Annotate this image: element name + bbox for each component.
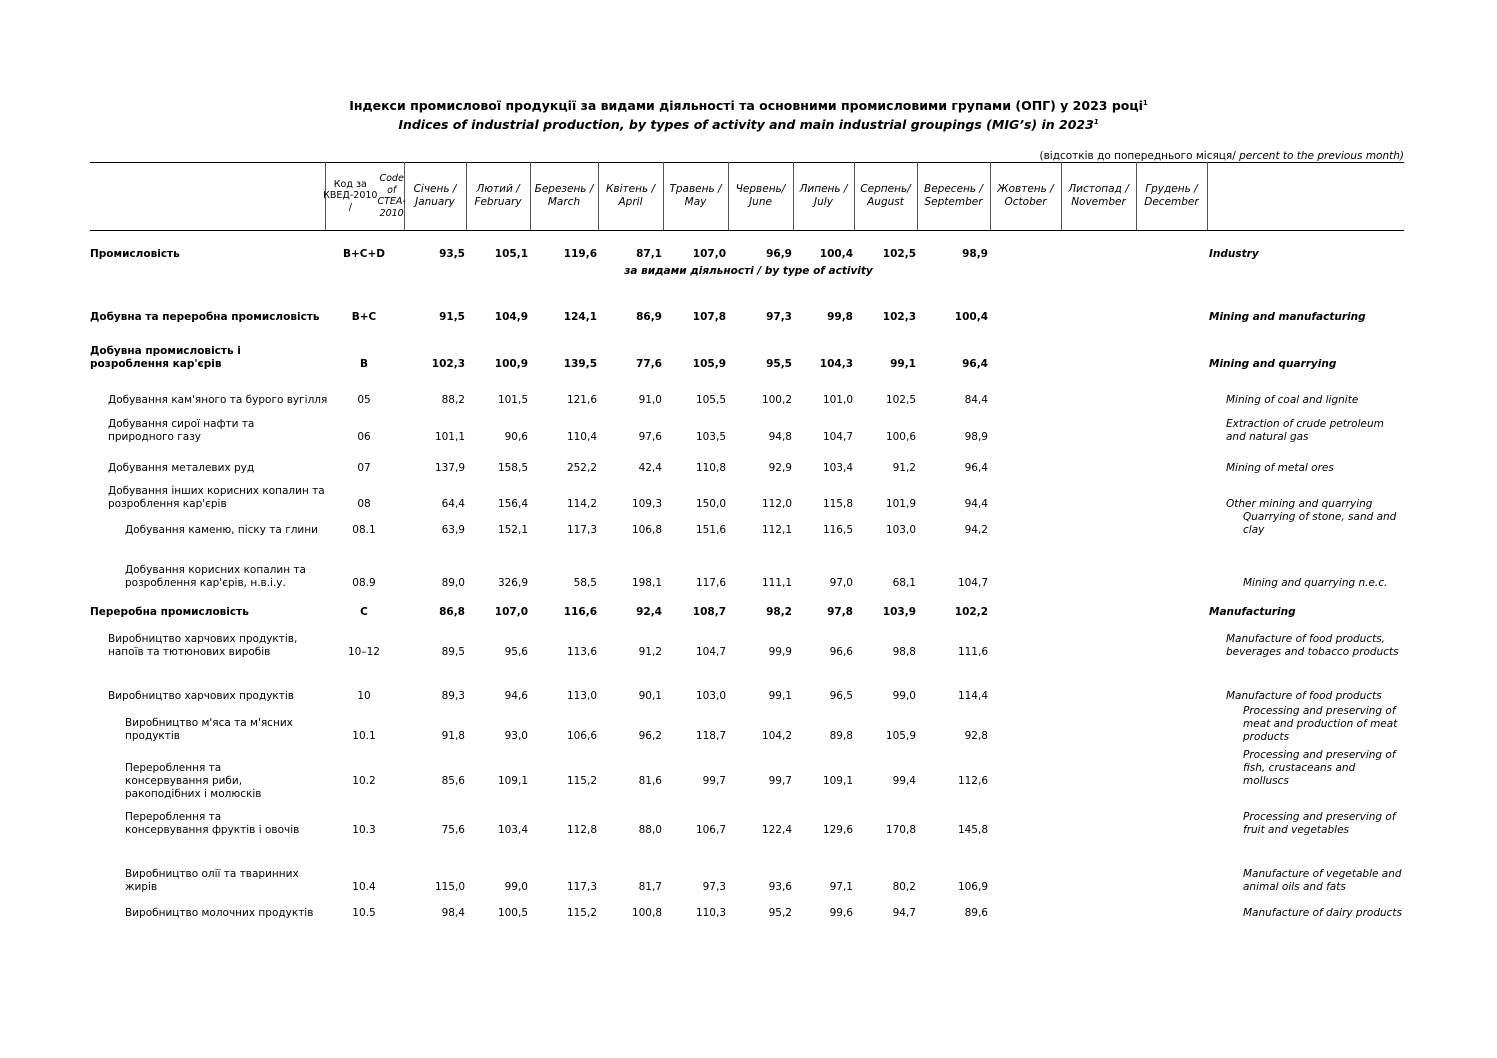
row-value: 115,0 xyxy=(434,881,465,893)
row-value: 115,8 xyxy=(822,498,853,510)
row-label-en: Manufacture of dairy products xyxy=(1243,907,1403,919)
row-code: 10.1 xyxy=(352,730,376,742)
row-value: 112,0 xyxy=(761,498,792,510)
row-value: 112,8 xyxy=(566,824,597,836)
row-value: 111,6 xyxy=(957,646,988,658)
row-value: 117,6 xyxy=(695,577,726,589)
row-value: 81,6 xyxy=(638,775,662,787)
row-value: 91,2 xyxy=(638,646,662,658)
row-value: 115,2 xyxy=(566,775,597,787)
row-value: 102,5 xyxy=(885,394,916,406)
row-label-uk: Добування інших корисних копалин та розроблення кар'єрів xyxy=(108,485,325,510)
header-month: Червень/ June xyxy=(735,183,786,208)
row-value: 91,2 xyxy=(892,462,916,474)
row-value: 139,5 xyxy=(563,358,597,370)
row-value: 107,0 xyxy=(692,248,726,260)
row-label-en: Manufacturing xyxy=(1209,606,1296,618)
row-value: 119,6 xyxy=(563,248,597,260)
row-label-en: Quarrying of stone, sand and clay xyxy=(1243,511,1397,536)
row-value: 99,7 xyxy=(768,775,792,787)
row-code: 10.4 xyxy=(352,881,376,893)
row-label-uk: Добування сирої нафти та природного газу xyxy=(108,418,255,443)
row-code: 10.5 xyxy=(352,907,376,919)
header-code: Код за КВЕД-2010 / Code of CTEA-2010 xyxy=(323,173,406,219)
row-code: 10.3 xyxy=(352,824,376,836)
row-value: 94,7 xyxy=(892,907,916,919)
row-value: 122,4 xyxy=(761,824,792,836)
row-label-en: Mining of coal and lignite xyxy=(1226,394,1359,406)
row-code: B+C xyxy=(351,311,377,323)
row-value: 93,0 xyxy=(504,730,528,742)
page-title-english xyxy=(0,117,1497,132)
row-label-en: Mining and quarrying n.e.c. xyxy=(1243,577,1388,589)
row-code: 08 xyxy=(357,498,371,510)
row-value: 97,3 xyxy=(766,311,792,323)
title-en-text: Indices of industrial production, by types of activity and main industrial groupings (MIG’s) in 2023 xyxy=(398,117,1094,132)
row-value: 89,5 xyxy=(441,646,465,658)
page-title-ukrainian xyxy=(0,98,1497,113)
header-divider xyxy=(728,162,729,230)
row-label-en: Processing and preserving of fish, crustaceans and molluscs xyxy=(1243,749,1396,787)
row-value: 91,8 xyxy=(441,730,465,742)
section-label: за видами діяльності / by type of activity xyxy=(624,265,873,277)
row-value: 94,8 xyxy=(768,431,792,443)
row-value: 95,6 xyxy=(504,646,528,658)
row-label-uk: Добувна промисловість і розроблення кар'єрів xyxy=(90,345,241,370)
row-value: 103,4 xyxy=(822,462,853,474)
header-divider xyxy=(1061,162,1062,230)
row-value: 58,5 xyxy=(573,577,597,589)
row-value: 114,4 xyxy=(957,690,988,702)
row-code: 10.2 xyxy=(352,775,376,787)
row-value: 89,6 xyxy=(964,907,988,919)
row-value: 98,4 xyxy=(441,907,465,919)
row-value: 94,6 xyxy=(504,690,528,702)
row-value: 86,9 xyxy=(636,311,662,323)
row-value: 137,9 xyxy=(434,462,465,474)
row-value: 100,5 xyxy=(497,907,528,919)
row-label-en: Other mining and quarrying xyxy=(1226,498,1373,510)
row-value: 109,1 xyxy=(822,775,853,787)
row-value: 151,6 xyxy=(695,524,726,536)
row-value: 88,2 xyxy=(441,394,465,406)
header-divider xyxy=(466,162,467,230)
row-value: 101,9 xyxy=(885,498,916,510)
header-month: Квітень / April xyxy=(605,183,656,208)
row-value: 106,7 xyxy=(695,824,726,836)
row-value: 99,6 xyxy=(829,907,853,919)
row-value: 106,6 xyxy=(566,730,597,742)
row-value: 100,4 xyxy=(954,311,988,323)
row-value: 99,0 xyxy=(504,881,528,893)
row-label-uk: Виробництво харчових продуктів, напоїв та тютюнових виробів xyxy=(108,633,298,658)
row-label-uk: Виробництво харчових продуктів xyxy=(108,690,294,702)
row-value: 101,5 xyxy=(497,394,528,406)
row-value: 93,5 xyxy=(439,248,465,260)
row-value: 115,2 xyxy=(566,907,597,919)
row-value: 113,0 xyxy=(566,690,597,702)
row-value: 116,6 xyxy=(563,606,597,618)
row-value: 86,8 xyxy=(439,606,465,618)
row-label-en: Mining and manufacturing xyxy=(1209,311,1366,323)
row-value: 99,4 xyxy=(892,775,916,787)
row-code: B xyxy=(359,358,368,370)
row-label-uk: Добувна та переробна промисловість xyxy=(90,311,320,323)
row-label-en: Industry xyxy=(1209,248,1259,260)
row-value: 94,2 xyxy=(964,524,988,536)
header-month: Липень / July xyxy=(799,183,848,208)
row-value: 95,2 xyxy=(768,907,792,919)
row-value: 105,1 xyxy=(494,248,528,260)
row-value: 145,8 xyxy=(957,824,988,836)
row-value: 99,1 xyxy=(890,358,916,370)
row-value: 89,8 xyxy=(829,730,853,742)
row-value: 95,5 xyxy=(766,358,792,370)
header-divider xyxy=(1136,162,1137,230)
row-value: 108,7 xyxy=(692,606,726,618)
row-value: 107,0 xyxy=(494,606,528,618)
row-label-en: Manufacture of vegetable and animal oils and fats xyxy=(1243,868,1402,893)
row-value: 63,9 xyxy=(441,524,465,536)
row-value: 129,6 xyxy=(822,824,853,836)
header-divider xyxy=(530,162,531,230)
row-value: 68,1 xyxy=(892,577,916,589)
row-label-uk: Перероблення та консервування риби, ракоподібних і молюсків xyxy=(125,762,262,800)
row-value: 85,6 xyxy=(441,775,465,787)
row-value: 81,7 xyxy=(638,881,662,893)
row-value: 101,1 xyxy=(434,431,465,443)
row-value: 104,7 xyxy=(822,431,853,443)
row-value: 99,1 xyxy=(768,690,792,702)
row-value: 252,2 xyxy=(566,462,597,474)
row-label-uk: Добування металевих руд xyxy=(108,462,255,474)
row-code: 06 xyxy=(357,431,371,443)
row-value: 103,0 xyxy=(885,524,916,536)
row-code: 05 xyxy=(357,394,371,406)
row-value: 98,9 xyxy=(962,248,988,260)
header-month: Жовтень / October xyxy=(997,183,1054,208)
header-month: Березень / March xyxy=(534,183,594,208)
row-label-en: Processing and preserving of meat and production of meat products xyxy=(1243,705,1398,743)
row-value: 104,9 xyxy=(494,311,528,323)
row-value: 103,4 xyxy=(497,824,528,836)
row-value: 105,9 xyxy=(692,358,726,370)
row-value: 96,4 xyxy=(964,462,988,474)
row-value: 102,3 xyxy=(431,358,465,370)
row-value: 75,6 xyxy=(441,824,465,836)
row-value: 90,6 xyxy=(504,431,528,443)
row-value: 84,4 xyxy=(964,394,988,406)
row-label-uk: Виробництво молочних продуктів xyxy=(125,907,314,919)
row-value: 99,7 xyxy=(702,775,726,787)
row-value: 198,1 xyxy=(631,577,662,589)
header-month: Травень / May xyxy=(669,183,722,208)
row-code: B+C+D xyxy=(342,248,386,260)
header-month: Грудень / December xyxy=(1144,183,1199,208)
row-label-en: Manufacture of food products xyxy=(1226,690,1382,702)
row-value: 104,2 xyxy=(761,730,792,742)
row-value: 89,3 xyxy=(441,690,465,702)
row-value: 99,9 xyxy=(768,646,792,658)
row-label-uk: Виробництво м'яса та м'ясних продуктів xyxy=(125,717,293,742)
row-value: 104,3 xyxy=(819,358,853,370)
row-value: 87,1 xyxy=(636,248,662,260)
row-value: 117,3 xyxy=(566,881,597,893)
row-label-uk: Добування каменю, піску та глини xyxy=(125,524,318,536)
unit-note-en: percent to the previous month) xyxy=(1239,150,1404,162)
row-value: 102,3 xyxy=(882,311,916,323)
row-value: 116,5 xyxy=(822,524,853,536)
row-value: 96,2 xyxy=(638,730,662,742)
header-divider xyxy=(854,162,855,230)
row-value: 96,9 xyxy=(766,248,792,260)
header-divider xyxy=(793,162,794,230)
row-value: 112,6 xyxy=(957,775,988,787)
row-value: 97,1 xyxy=(829,881,853,893)
row-label-en: Manufacture of food products, beverages and tobacco products xyxy=(1226,633,1399,658)
row-label-en: Processing and preserving of fruit and vegetables xyxy=(1243,811,1396,836)
row-value: 98,9 xyxy=(964,431,988,443)
row-value: 90,1 xyxy=(638,690,662,702)
row-value: 94,4 xyxy=(964,498,988,510)
row-value: 104,7 xyxy=(695,646,726,658)
row-value: 107,8 xyxy=(692,311,726,323)
title-en-footnote: 1 xyxy=(1093,117,1099,126)
unit-note xyxy=(1040,150,1404,162)
row-label-en: Mining and quarrying xyxy=(1209,358,1337,370)
row-value: 124,1 xyxy=(563,311,597,323)
row-code: 08.1 xyxy=(352,524,376,536)
header-month: Лютий / February xyxy=(474,183,522,208)
row-value: 88,0 xyxy=(638,824,662,836)
row-value: 117,3 xyxy=(566,524,597,536)
row-value: 96,6 xyxy=(829,646,853,658)
row-code: 08.9 xyxy=(352,577,376,589)
row-value: 92,8 xyxy=(964,730,988,742)
row-value: 170,8 xyxy=(885,824,916,836)
row-value: 103,5 xyxy=(695,431,726,443)
row-value: 113,6 xyxy=(566,646,597,658)
header-divider xyxy=(598,162,599,230)
row-value: 110,8 xyxy=(695,462,726,474)
row-value: 96,4 xyxy=(962,358,988,370)
row-value: 158,5 xyxy=(497,462,528,474)
row-value: 93,6 xyxy=(768,881,792,893)
row-value: 150,0 xyxy=(695,498,726,510)
row-value: 89,0 xyxy=(441,577,465,589)
row-label-uk: Добування корисних копалин та розроблення кар'єрів, н.в.і.у. xyxy=(125,564,306,589)
row-value: 100,4 xyxy=(819,248,853,260)
row-code: 07 xyxy=(357,462,371,474)
header-divider xyxy=(1207,162,1208,230)
row-value: 114,2 xyxy=(566,498,597,510)
row-value: 91,5 xyxy=(439,311,465,323)
header-divider xyxy=(990,162,991,230)
row-value: 80,2 xyxy=(892,881,916,893)
header-month: Січень / January xyxy=(413,183,457,208)
header-divider xyxy=(663,162,664,230)
row-value: 100,6 xyxy=(885,431,916,443)
header-month: Листопад / November xyxy=(1068,183,1129,208)
header-month: Вересень / September xyxy=(924,183,983,208)
row-value: 99,8 xyxy=(827,311,853,323)
header-month: Серпень/ August xyxy=(860,183,911,208)
row-code: 10–12 xyxy=(348,646,380,658)
row-value: 106,8 xyxy=(631,524,662,536)
row-code: C xyxy=(360,606,368,618)
unit-note-uk: (відсотків до попереднього місяця/ xyxy=(1039,150,1236,162)
header-divider xyxy=(917,162,918,230)
row-value: 98,2 xyxy=(766,606,792,618)
row-value: 152,1 xyxy=(497,524,528,536)
row-value: 121,6 xyxy=(566,394,597,406)
row-value: 118,7 xyxy=(695,730,726,742)
row-value: 91,0 xyxy=(638,394,662,406)
row-value: 97,8 xyxy=(827,606,853,618)
row-value: 98,8 xyxy=(892,646,916,658)
row-value: 100,2 xyxy=(761,394,792,406)
row-value: 105,5 xyxy=(695,394,726,406)
row-value: 102,2 xyxy=(954,606,988,618)
row-value: 100,9 xyxy=(494,358,528,370)
row-value: 102,5 xyxy=(882,248,916,260)
row-value: 96,5 xyxy=(829,690,853,702)
row-value: 92,4 xyxy=(636,606,662,618)
row-value: 97,6 xyxy=(638,431,662,443)
row-value: 92,9 xyxy=(768,462,792,474)
row-value: 106,9 xyxy=(957,881,988,893)
row-label-uk: Переробна промисловість xyxy=(90,606,249,618)
row-value: 110,4 xyxy=(566,431,597,443)
row-value: 77,6 xyxy=(636,358,662,370)
row-value: 104,7 xyxy=(957,577,988,589)
row-value: 100,8 xyxy=(631,907,662,919)
row-value: 99,0 xyxy=(892,690,916,702)
row-value: 42,4 xyxy=(638,462,662,474)
row-label-uk: Промисловість xyxy=(90,248,180,260)
row-label-en: Extraction of crude petroleum and natural gas xyxy=(1226,418,1384,443)
row-label-uk: Виробництво олії та тваринних жирів xyxy=(125,868,299,893)
row-value: 109,3 xyxy=(631,498,662,510)
row-value: 109,1 xyxy=(497,775,528,787)
row-value: 112,1 xyxy=(761,524,792,536)
title-uk-text: Індекси промислової продукції за видами діяльності та основними промисловими групами (ОПГ) у 2023 році xyxy=(349,98,1143,113)
row-value: 105,9 xyxy=(885,730,916,742)
row-value: 110,3 xyxy=(695,907,726,919)
row-value: 97,0 xyxy=(829,577,853,589)
row-value: 103,9 xyxy=(882,606,916,618)
row-value: 156,4 xyxy=(497,498,528,510)
row-value: 111,1 xyxy=(761,577,792,589)
row-label-uk: Добування кам'яного та бурого вугілля xyxy=(108,394,328,406)
row-value: 326,9 xyxy=(497,577,528,589)
row-label-uk: Перероблення та консервування фруктів і овочів xyxy=(125,811,300,836)
title-uk-footnote: 1 xyxy=(1142,98,1148,107)
row-value: 64,4 xyxy=(441,498,465,510)
row-value: 103,0 xyxy=(695,690,726,702)
row-code: 10 xyxy=(357,690,371,702)
row-label-en: Mining of metal ores xyxy=(1226,462,1334,474)
row-value: 101,0 xyxy=(822,394,853,406)
header-bottom-rule xyxy=(90,230,1404,231)
row-value: 97,3 xyxy=(702,881,726,893)
